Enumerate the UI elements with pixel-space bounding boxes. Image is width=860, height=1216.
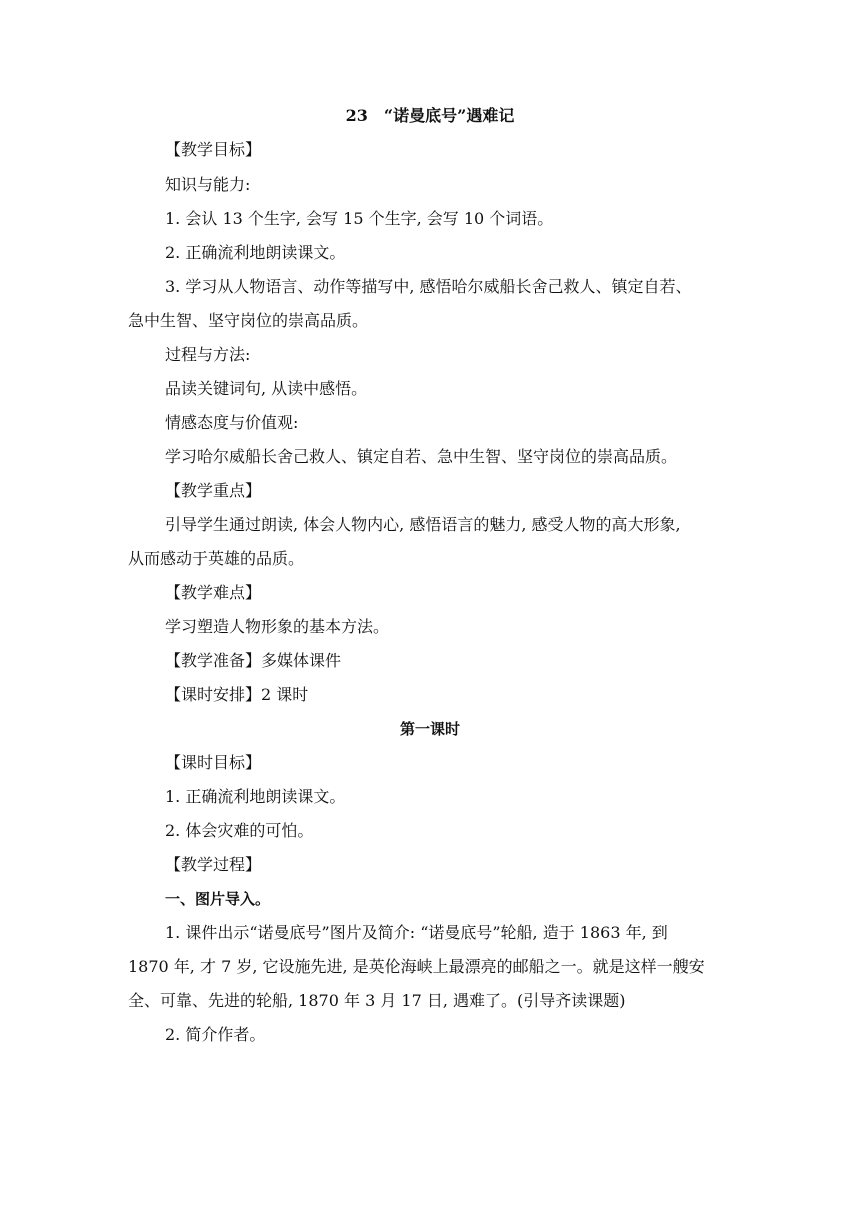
paragraph-text: 学习塑造人物形象的基本方法。 xyxy=(165,617,390,636)
subheading-process-method: 过程与方法: xyxy=(165,345,251,364)
section-heading-lesson-goals: 【课时目标】 xyxy=(165,753,262,772)
lesson-title: 第一课时 xyxy=(399,720,460,738)
paragraph-text: 品读关键词句, 从读中感悟。 xyxy=(165,379,368,398)
section-heading-class-arrangement: 【课时安排】2 课时 xyxy=(165,685,309,704)
list-item-continuation: 1870 年, 才 7 岁, 它设施先进, 是英伦海峡上最漂亮的邮船之一。就是这样一艘安 xyxy=(128,957,705,976)
subheading-knowledge-ability: 知识与能力: xyxy=(165,175,251,194)
section-heading-teaching-process: 【教学过程】 xyxy=(165,855,262,874)
list-item: 1. 会认 13 个生字, 会写 15 个生字, 会写 10 个词语。 xyxy=(165,209,554,228)
list-item: 1. 正确流利地朗读课文。 xyxy=(165,787,346,806)
document-title: 23 “诺曼底号”遇难记 xyxy=(345,106,515,125)
step-heading-image-intro: 一、图片导入。 xyxy=(165,890,271,908)
list-item: 2. 正确流利地朗读课文。 xyxy=(165,243,346,262)
list-item-continuation: 全、可靠、先进的轮船, 1870 年 3 月 17 日, 遇难了。(引导齐读课题) xyxy=(128,991,626,1010)
list-item: 1. 课件出示“诺曼底号”图片及简介: “诺曼底号”轮船, 造于 1863 年, 到 xyxy=(165,923,668,942)
section-heading-teaching-focus: 【教学重点】 xyxy=(165,481,262,500)
list-item: 2. 简介作者。 xyxy=(165,1025,266,1044)
paragraph-text: 引导学生通过朗读, 体会人物内心, 感悟语言的魅力, 感受人物的高大形象, xyxy=(165,515,681,534)
list-item-continuation: 急中生智、坚守岗位的崇高品质。 xyxy=(128,311,369,330)
paragraph-continuation: 从而感动于英雄的品质。 xyxy=(128,549,305,568)
subheading-emotion-values: 情感态度与价值观: xyxy=(165,413,299,432)
list-item: 2. 体会灾难的可怕。 xyxy=(165,821,314,840)
paragraph-text: 学习哈尔威船长舍己救人、镇定自若、急中生智、坚守岗位的崇高品质。 xyxy=(165,447,678,466)
section-heading-teaching-goals: 【教学目标】 xyxy=(165,140,262,159)
section-heading-teaching-preparation: 【教学准备】多媒体课件 xyxy=(165,651,342,670)
list-item: 3. 学习从人物语言、动作等描写中, 感悟哈尔威船长舍己救人、镇定自若、 xyxy=(165,277,692,296)
section-heading-teaching-difficulty: 【教学难点】 xyxy=(165,583,262,602)
